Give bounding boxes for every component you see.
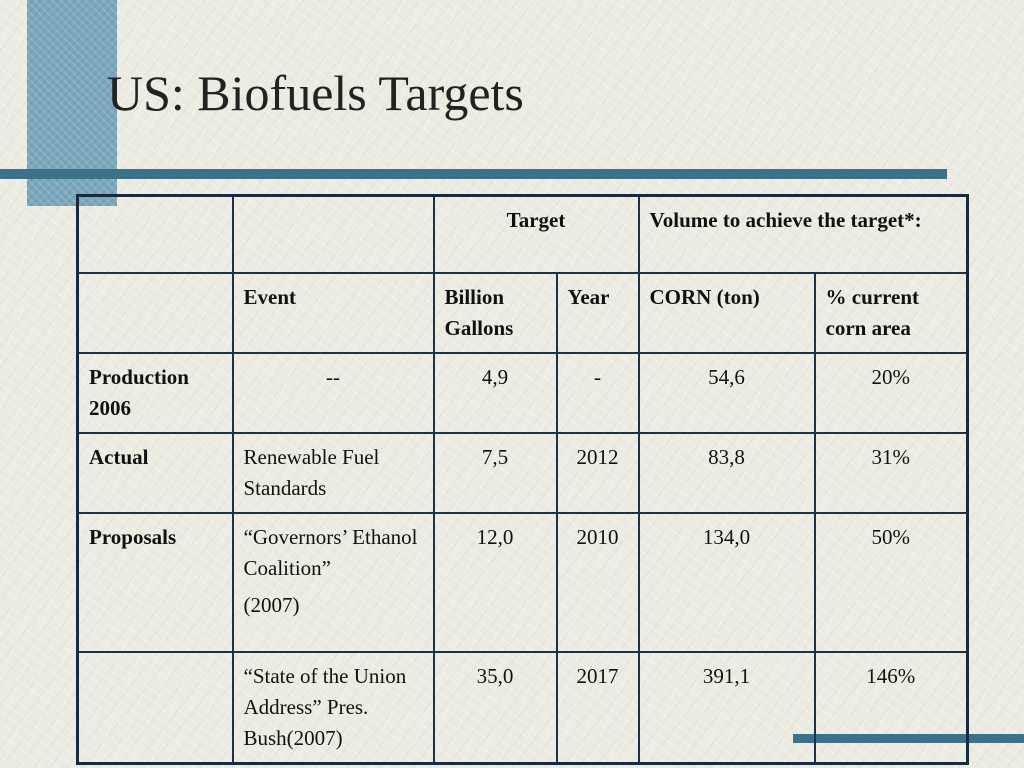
row-year: 2017 — [557, 652, 639, 764]
table-header-row-1 — [78, 196, 968, 273]
row-year: 2012 — [557, 433, 639, 513]
row-corn-area: 31% — [815, 433, 968, 513]
row-category: Production 2006 — [78, 353, 233, 433]
header-empty-cell — [78, 196, 233, 273]
row-event: “State of the Union Address” Pres. Bush(2007) — [233, 652, 434, 764]
biofuels-targets-table — [76, 194, 969, 765]
table-row — [78, 652, 968, 764]
row-corn-ton: 54,6 — [639, 353, 815, 433]
row-corn-area: 146% — [815, 652, 968, 764]
row-event-year: (2007) — [243, 592, 300, 617]
row-billion-gallons: 4,9 — [434, 353, 557, 433]
header-year: Year — [557, 273, 639, 353]
row-event: Renewable Fuel Standards — [233, 433, 434, 513]
header-corn-area: % current corn area — [815, 273, 968, 353]
table-row — [78, 513, 968, 652]
row-billion-gallons: 7,5 — [434, 433, 557, 513]
row-event — [233, 513, 434, 652]
row-corn-ton: 391,1 — [639, 652, 815, 764]
decorative-rule-top — [0, 169, 947, 179]
header-corn-ton: CORN (ton) — [639, 273, 815, 353]
slide-title: US: Biofuels Targets — [107, 65, 524, 121]
header-empty-cell — [233, 196, 434, 273]
header-empty-cell — [78, 273, 233, 353]
table-header-row-2 — [78, 273, 968, 353]
row-category: Proposals — [78, 513, 233, 652]
header-event: Event — [233, 273, 434, 353]
table-row — [78, 353, 968, 433]
row-billion-gallons: 12,0 — [434, 513, 557, 652]
row-corn-ton: 83,8 — [639, 433, 815, 513]
row-category: Actual — [78, 433, 233, 513]
header-volume: Volume to achieve the target*: — [639, 196, 968, 273]
row-category — [78, 652, 233, 764]
row-corn-area: 50% — [815, 513, 968, 652]
row-year: - — [557, 353, 639, 433]
header-billion-gallons: Billion Gallons — [434, 273, 557, 353]
row-year: 2010 — [557, 513, 639, 652]
row-corn-area: 20% — [815, 353, 968, 433]
table-row — [78, 433, 968, 513]
row-billion-gallons: 35,0 — [434, 652, 557, 764]
header-target: Target — [434, 196, 639, 273]
row-corn-ton: 134,0 — [639, 513, 815, 652]
row-event: -- — [233, 353, 434, 433]
row-event-name: “Governors’ Ethanol Coalition” — [243, 524, 418, 580]
